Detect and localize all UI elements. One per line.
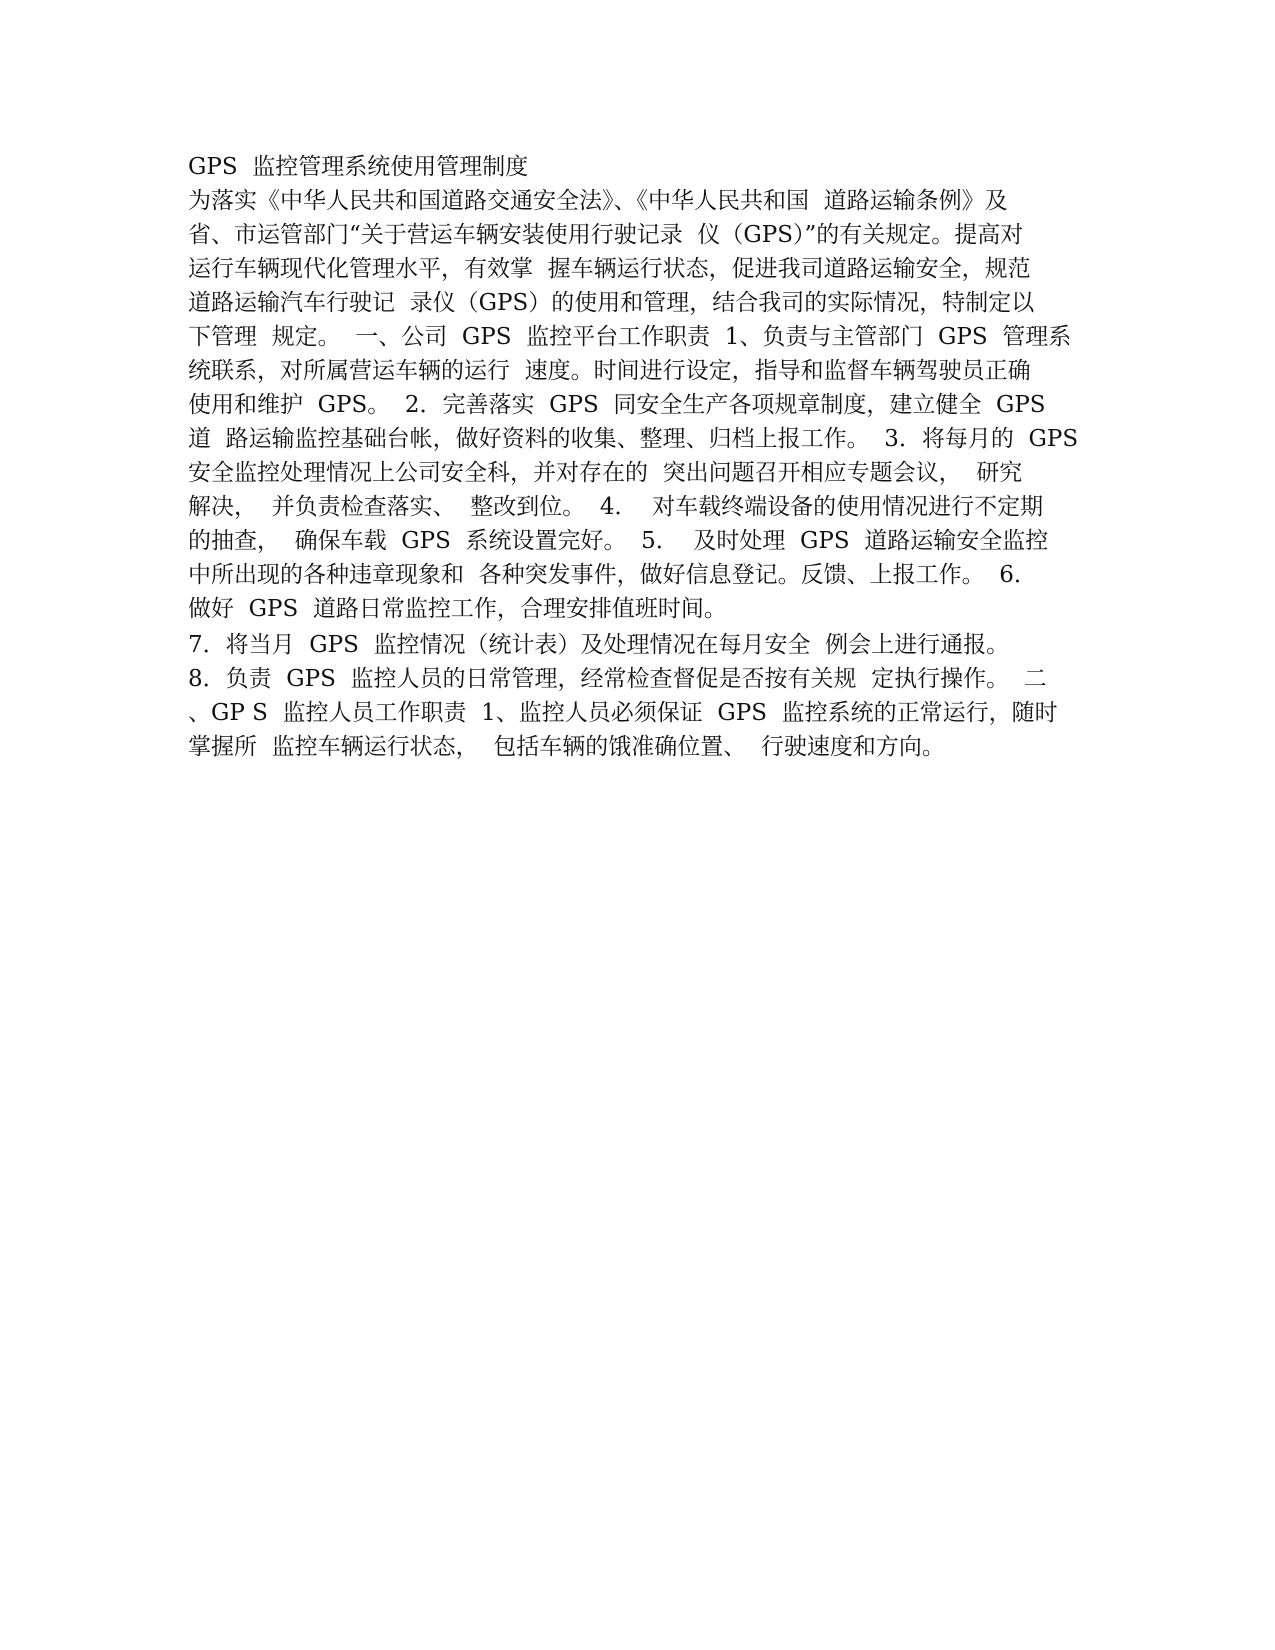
text-line: 、GP S 监控人员工作职责 1、监控人员必须保证 GPS 监控系统的正常运行，随时	[188, 700, 1058, 726]
text-line: 掌握所 监控车辆运行状态， 包括车辆的饿准确位置、 行驶速度和方向。	[188, 734, 945, 760]
text-line: 8．负责 GPS 监控人员的日常管理，经常检查督促是否按有关规 定执行操作。 二	[188, 666, 1047, 692]
document-title: GPS 监控管理系统使用管理制度	[188, 154, 529, 180]
text-line: 7．将当月 GPS 监控情况（统计表）及处理情况在每月安全 例会上进行通报。	[188, 632, 1010, 658]
text-line: 省、市运管部门“关于营运车辆安装使用行驶记录 仪（GPS）”的有关规定。提高对	[188, 222, 1024, 248]
paragraph-2	[188, 628, 1108, 764]
text-line: 的抽查， 确保车载 GPS 系统设置完好。 5． 及时处理 GPS 道路运输安全监控	[188, 528, 1049, 554]
text-line: 运行车辆现代化管理水平，有效掌 握车辆运行状态，促进我司道路运输安全，规范	[188, 256, 1031, 282]
text-line: 中所出现的各种违章现象和 各种突发事件，做好信息登记。反馈、上报工作。 6．	[188, 562, 1037, 588]
text-line: 统联系，对所属营运车辆的运行 速度。时间进行设定，指导和监督车辆驾驶员正确	[188, 358, 1031, 384]
paragraph-1	[188, 150, 1108, 626]
text-line: 安全监控处理情况上公司安全科，并对存在的 突出问题召开相应专题会议， 研究	[188, 460, 1023, 486]
text-line: 使用和维护 GPS。 2．完善落实 GPS 同安全生产各项规章制度，建立健全 GPS	[188, 392, 1046, 418]
text-line: 道 路运输监控基础台帐，做好资料的收集、整理、归档上报工作。 3．将每月的 GPS	[188, 426, 1079, 452]
text-line: 做好 GPS 道路日常监控工作，合理安排值班时间。	[188, 596, 727, 622]
text-line: 解决， 并负责检查落实、 整改到位。 4． 对车载终端设备的使用情况进行不定期	[188, 494, 1044, 520]
text-line: 道路运输汽车行驶记 录仪（GPS）的使用和管理，结合我司的实际情况，特制定以	[188, 290, 1035, 316]
text-line: 为落实《中华人民共和国道路交通安全法》、《中华人民共和国 道路运输条例》及	[188, 188, 1008, 214]
text-line: 下管理 规定。 一、公司 GPS 监控平台工作职责 1、负责与主管部门 GPS 管理系	[188, 324, 1072, 350]
